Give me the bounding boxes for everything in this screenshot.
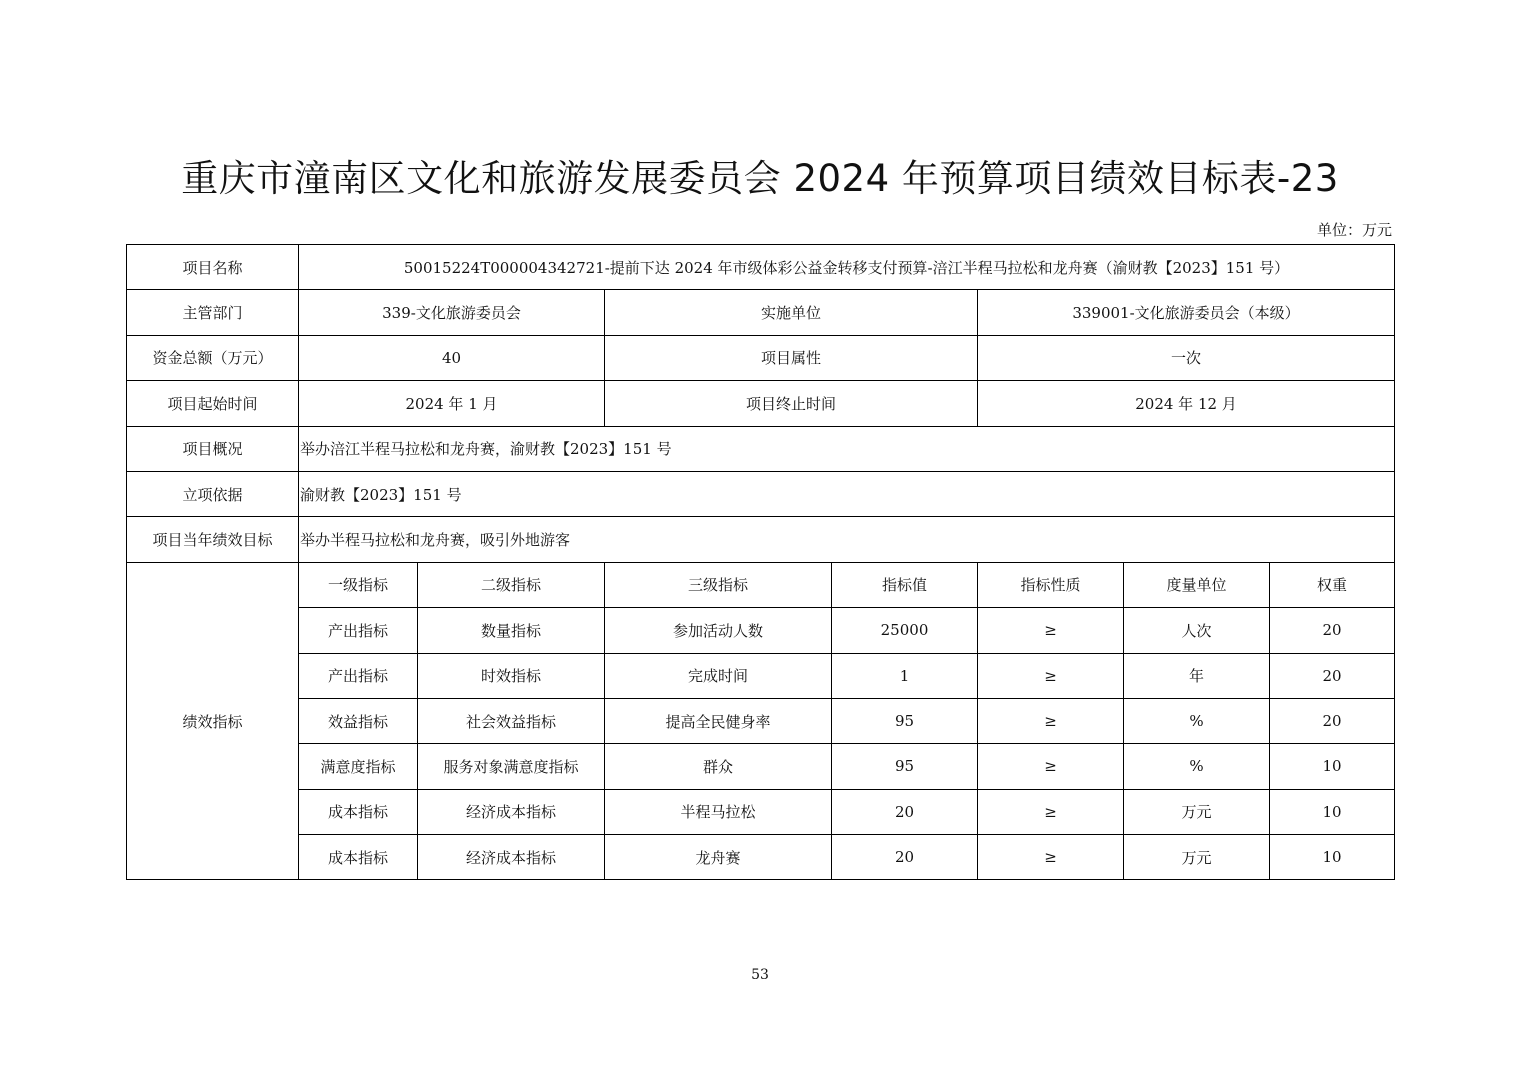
- annual-goal-value: 举办半程马拉松和龙舟赛，吸引外地游客: [299, 517, 1395, 562]
- cell-nature: ≥: [978, 789, 1124, 834]
- basis-label: 立项依据: [127, 471, 299, 516]
- header-unit: 度量单位: [1124, 562, 1270, 607]
- indicator-row: [127, 698, 1395, 743]
- cell-weight: 20: [1270, 653, 1395, 698]
- department-label: 主管部门: [127, 290, 299, 335]
- cell-unit: %: [1124, 698, 1270, 743]
- cell-value: 95: [832, 698, 978, 743]
- cell-level2: 数量指标: [418, 608, 605, 653]
- department-value: 339-文化旅游委员会: [299, 290, 605, 335]
- cell-nature: ≥: [978, 698, 1124, 743]
- cell-level3: 群众: [605, 744, 832, 789]
- cell-nature: ≥: [978, 608, 1124, 653]
- cell-level1: 产出指标: [299, 653, 418, 698]
- overview-label: 项目概况: [127, 426, 299, 471]
- project-attribute-label: 项目属性: [605, 335, 978, 380]
- row-overview: [127, 426, 1395, 471]
- cell-level2: 经济成本指标: [418, 789, 605, 834]
- cell-weight: 10: [1270, 835, 1395, 880]
- fund-total-value: 40: [299, 335, 605, 380]
- cell-level3: 参加活动人数: [605, 608, 832, 653]
- header-weight: 权重: [1270, 562, 1395, 607]
- cell-weight: 10: [1270, 744, 1395, 789]
- cell-unit: %: [1124, 744, 1270, 789]
- cell-level2: 经济成本指标: [418, 835, 605, 880]
- header-level3: 三级指标: [605, 562, 832, 607]
- cell-unit: 人次: [1124, 608, 1270, 653]
- project-name-label: 项目名称: [127, 245, 299, 290]
- row-annual-goal: [127, 517, 1395, 562]
- page-title: 重庆市潼南区文化和旅游发展委员会 2024 年预算项目绩效目标表-23: [181, 157, 1339, 200]
- cell-weight: 10: [1270, 789, 1395, 834]
- row-basis: [127, 471, 1395, 516]
- indicator-row: [127, 653, 1395, 698]
- cell-value: 20: [832, 789, 978, 834]
- cell-level1: 满意度指标: [299, 744, 418, 789]
- implementing-unit-label: 实施单位: [605, 290, 978, 335]
- end-time-value: 2024 年 12 月: [978, 381, 1395, 426]
- indicator-row: [127, 835, 1395, 880]
- cell-level1: 产出指标: [299, 608, 418, 653]
- row-period: [127, 381, 1395, 426]
- cell-level2: 服务对象满意度指标: [418, 744, 605, 789]
- cell-weight: 20: [1270, 608, 1395, 653]
- start-time-value: 2024 年 1 月: [299, 381, 605, 426]
- header-level2: 二级指标: [418, 562, 605, 607]
- start-time-label: 项目起始时间: [127, 381, 299, 426]
- cell-level3: 龙舟赛: [605, 835, 832, 880]
- cell-level1: 效益指标: [299, 698, 418, 743]
- cell-level2: 社会效益指标: [418, 698, 605, 743]
- cell-weight: 20: [1270, 698, 1395, 743]
- indicator-row: [127, 789, 1395, 834]
- project-attribute-value: 一次: [978, 335, 1395, 380]
- indicator-header-row: [127, 562, 1395, 607]
- row-fund: [127, 335, 1395, 380]
- header-level1: 一级指标: [299, 562, 418, 607]
- header-nature: 指标性质: [978, 562, 1124, 607]
- project-name-value: 50015224T000004342721-提前下达 2024 年市级体彩公益金转移支付预算-涪江半程马拉松和龙舟赛（渝财教【2023】151 号）: [299, 245, 1395, 290]
- cell-level2: 时效指标: [418, 653, 605, 698]
- indicators-section-label: 绩效指标: [127, 562, 299, 880]
- header-value: 指标值: [832, 562, 978, 607]
- cell-value: 95: [832, 744, 978, 789]
- cell-nature: ≥: [978, 744, 1124, 789]
- cell-nature: ≥: [978, 835, 1124, 880]
- indicator-row: [127, 608, 1395, 653]
- cell-nature: ≥: [978, 653, 1124, 698]
- cell-level3: 提高全民健身率: [605, 698, 832, 743]
- cell-unit: 年: [1124, 653, 1270, 698]
- cell-level3: 半程马拉松: [605, 789, 832, 834]
- cell-unit: 万元: [1124, 835, 1270, 880]
- end-time-label: 项目终止时间: [605, 381, 978, 426]
- implementing-unit-value: 339001-文化旅游委员会（本级）: [978, 290, 1395, 335]
- cell-level3: 完成时间: [605, 653, 832, 698]
- annual-goal-label: 项目当年绩效目标: [127, 517, 299, 562]
- basis-value: 渝财教【2023】151 号: [299, 471, 1395, 516]
- page-number: 53: [751, 967, 769, 983]
- overview-value: 举办涪江半程马拉松和龙舟赛，渝财教【2023】151 号: [299, 426, 1395, 471]
- cell-value: 1: [832, 653, 978, 698]
- cell-level1: 成本指标: [299, 835, 418, 880]
- fund-total-label: 资金总额（万元）: [127, 335, 299, 380]
- unit-label: 单位：万元: [1316, 221, 1392, 239]
- row-project-name: [127, 245, 1395, 290]
- cell-level1: 成本指标: [299, 789, 418, 834]
- indicator-row: [127, 744, 1395, 789]
- cell-value: 20: [832, 835, 978, 880]
- performance-target-table: [126, 244, 1395, 880]
- cell-unit: 万元: [1124, 789, 1270, 834]
- row-department: [127, 290, 1395, 335]
- cell-value: 25000: [832, 608, 978, 653]
